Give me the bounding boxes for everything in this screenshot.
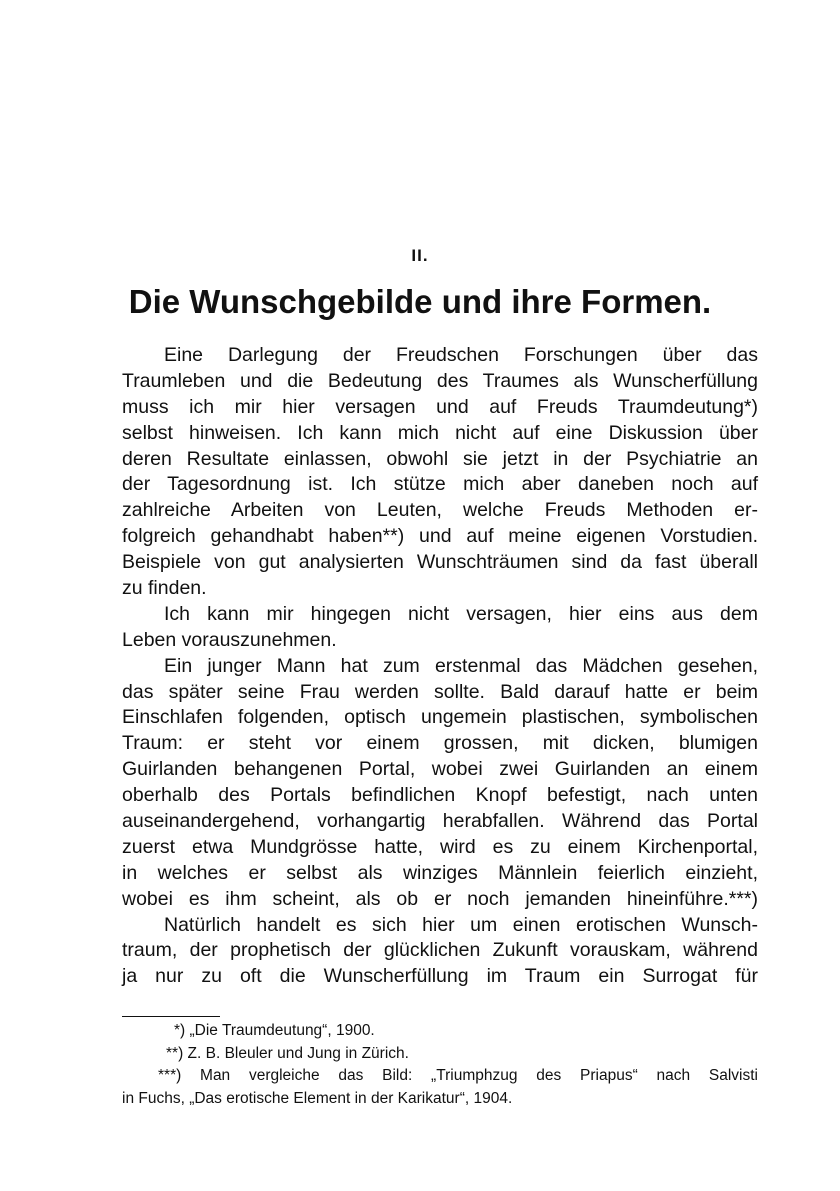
footnotes [122, 1020, 758, 1110]
paragraph-1 [122, 343, 758, 602]
text-line: Ein junger Mann hat zum erstenmal das Mädchen gesehen, [164, 654, 758, 677]
text-line: zuerst etwa Mundgrösse hatte, wird es zu einem Kirchenportal, [122, 835, 758, 858]
text-line: Ich kann mir hingegen nicht versagen, hier eins aus dem [164, 602, 758, 625]
footnote-divider [122, 1016, 220, 1017]
text-line: folgreich gehandhabt haben**) und auf meine eigenen Vorstudien. [122, 525, 758, 548]
text-line: Beispiele von gut analysierten Wunschträumen sind da fast überall [122, 551, 758, 574]
text-line: in welches er selbst als winziges Männlein feierlich einzieht, [122, 861, 758, 884]
text-line: wobei es ihm scheint, als ob er noch jemanden hineinführe.***) [122, 887, 758, 910]
body-text [122, 343, 758, 990]
text-line: Leben vorauszunehmen. [122, 628, 337, 651]
text-line: zahlreiche Arbeiten von Leuten, welche Freuds Methoden er- [122, 499, 758, 522]
text-line: Einschlafen folgenden, optisch ungemein plastischen, symbolischen [122, 706, 758, 729]
text-line: deren Resultate einlassen, obwohl sie jetzt in der Psychiatrie an [122, 447, 758, 470]
text-line: auseinandergehend, vorhangartig herabfallen. Während das Portal [122, 810, 758, 833]
paragraph-4 [122, 913, 758, 991]
text-line: der Tagesordnung ist. Ich stütze mich aber daneben noch auf [122, 473, 758, 496]
footnote-1: *) „Die Traumdeutung“, 1900. [174, 1022, 375, 1039]
text-line: selbst hinweisen. Ich kann mich nicht auf eine Diskussion über [122, 421, 758, 444]
text-line: Guirlanden behangenen Portal, wobei zwei Guirlanden an einem [122, 758, 758, 781]
text-line: das später seine Frau werden sollte. Bald darauf hatte er beim [122, 680, 758, 703]
text-line: Traumleben und die Bedeutung des Traumes als Wunscherfüllung [122, 369, 758, 392]
text-line: Natürlich handelt es sich hier um einen erotischen Wunsch- [164, 913, 758, 936]
footnote-3: ***) Man vergleiche das Bild: „Triumphzug des Priapus“ nach Salvisti [158, 1067, 758, 1084]
text-line: Traum: er steht vor einem grossen, mit dicken, blumigen [122, 732, 758, 755]
text-line: muss ich mir hier versagen und auf Freuds Traumdeutung*) [122, 395, 758, 418]
text-line: traum, der prophetisch der glücklichen Zukunft vorauskam, während [122, 939, 758, 962]
paragraph-2 [122, 602, 758, 654]
text-line: oberhalb des Portals befindlichen Knopf befestigt, nach unten [122, 784, 758, 807]
footnote-3-continued: in Fuchs, „Das erotische Element in der Karikatur“, 1904. [122, 1089, 513, 1107]
chapter-number: II. [411, 246, 429, 265]
text-line: ja nur zu oft die Wunscherfüllung im Traum ein Surrogat für [122, 965, 758, 988]
footnote-2: **) Z. B. Bleuler und Jung in Zürich. [166, 1044, 409, 1062]
paragraph-3 [122, 654, 758, 913]
chapter-title: Die Wunschgebilde und ihre Formen. [128, 283, 712, 320]
text-line: zu finden. [122, 577, 207, 600]
text-line: Eine Darlegung der Freudschen Forschungen über das [164, 344, 758, 366]
